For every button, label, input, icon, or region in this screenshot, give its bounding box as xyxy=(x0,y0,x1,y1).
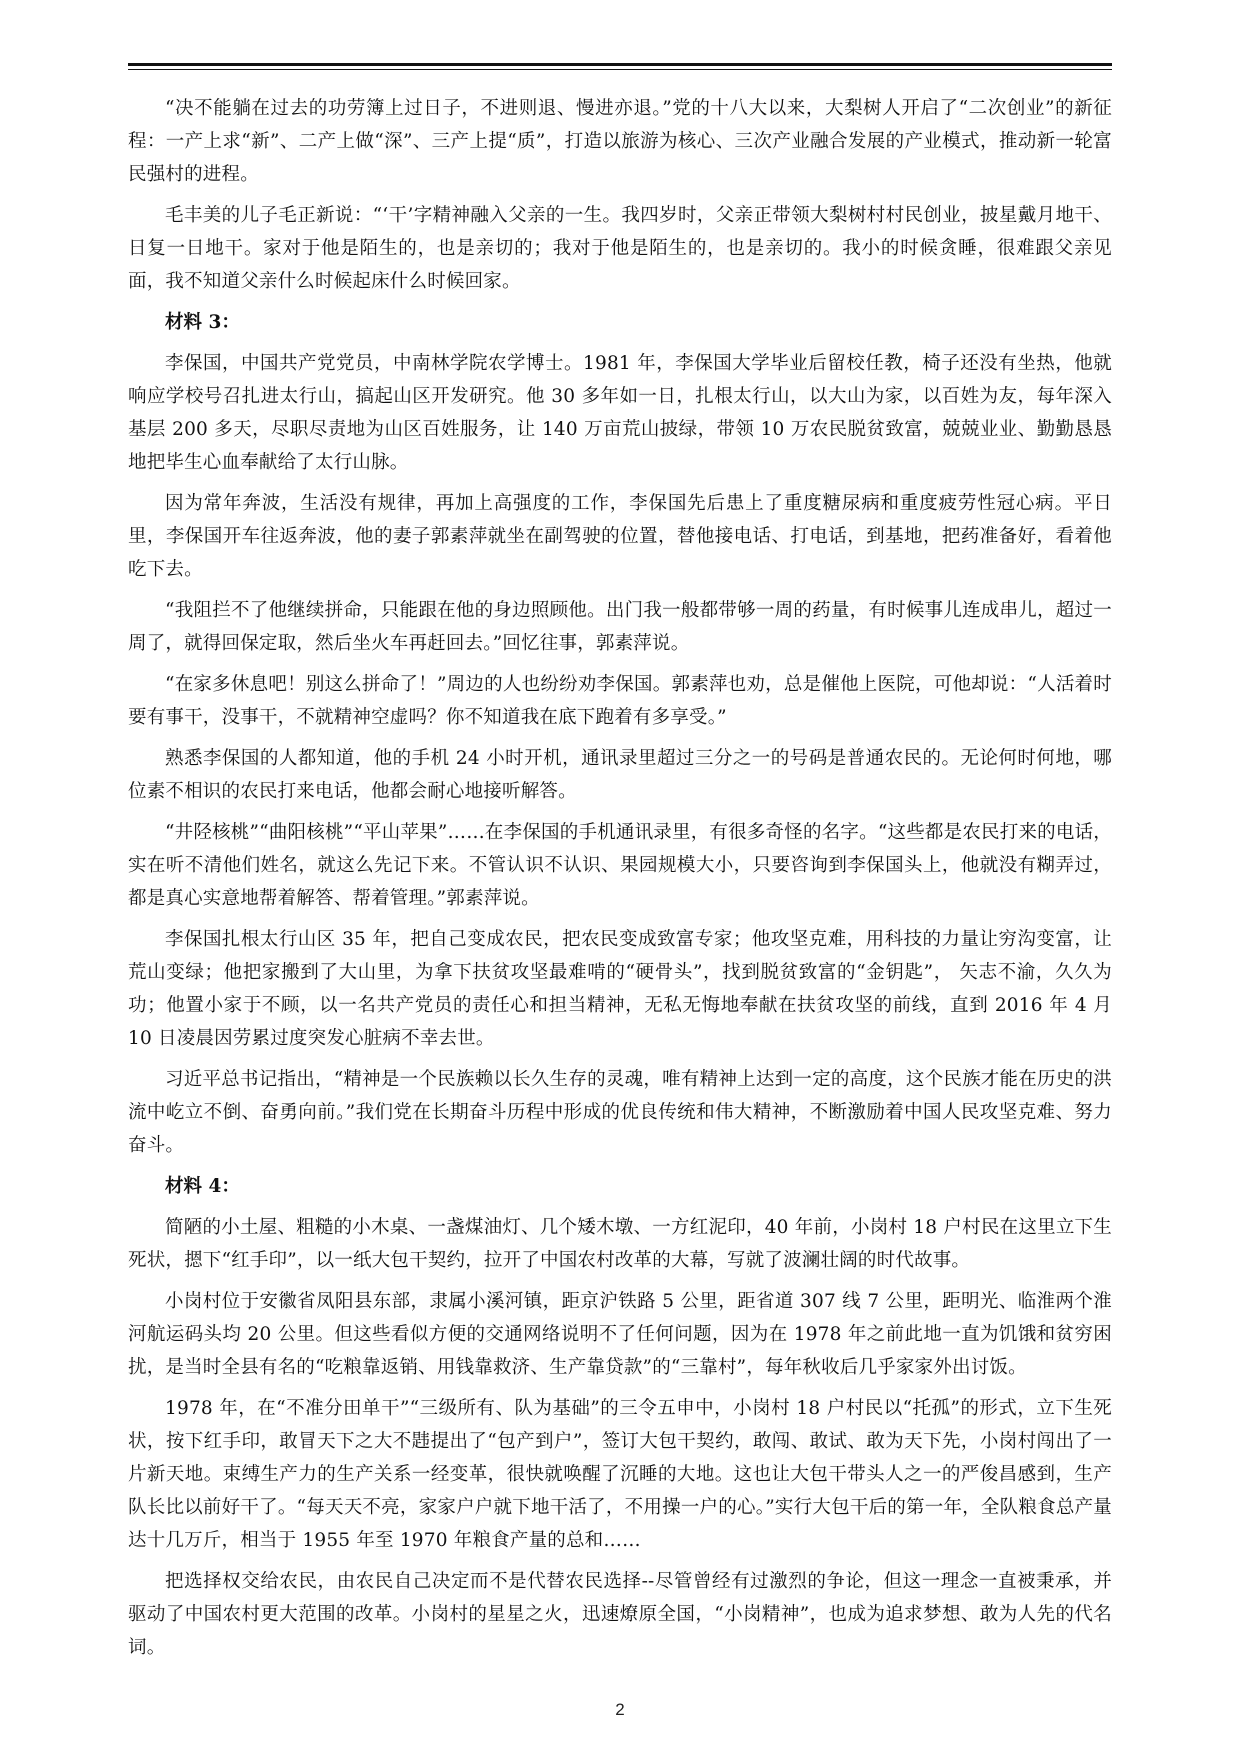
section-heading: 材料 4： xyxy=(165,1176,240,1197)
paragraph: 把选择权交给农民，由农民自己决定而不是代替农民选择--尽管曾经有过激烈的争论，但这一理念一直被秉承，并驱动了中国农村更大范围的改革。小岗村的星星之火，迅速燎原全国，“小岗精神”，也成为追求梦想、敢为人先的代名词。 xyxy=(128,1571,1112,1658)
header-rule xyxy=(128,63,1112,66)
page-number: 2 xyxy=(615,1700,625,1719)
section-heading: 材料 3： xyxy=(165,312,240,333)
paragraph: 因为常年奔波，生活没有规律，再加上高强度的工作，李保国先后患上了重度糖尿病和重度疲劳性冠心病。平日里，李保国开车往返奔波，他的妻子郭素萍就坐在副驾驶的位置，替他接电话、打电话，到基地，把药准备好，看着他吃下去。 xyxy=(128,493,1112,580)
paragraph: “在家多休息吧！别这么拼命了！”周边的人也纷纷劝李保国。郭素萍也劝，总是催他上医院，可他却说：“人活着时要有事干，没事干，不就精神空虚吗？你不知道我在底下跑着有多享受。” xyxy=(128,674,1112,728)
paragraph: 小岗村位于安徽省凤阳县东部，隶属小溪河镇，距京沪铁路 5 公里，距省道 307 线 7 公里，距明光、临淮两个淮河航运码头均 20 公里。但这些看似方便的交通网络说明不了任何问题，因为在 1978 年之前此地一直为饥饿和贫穷困扰，是当时全县有名的“吃粮靠返销、用钱靠救济、生产靠贷款”的“三靠村”，每年秋收后几乎家家外出讨饭。 xyxy=(128,1291,1112,1378)
paragraph: 李保国，中国共产党党员，中南林学院农学博士。1981 年，李保国大学毕业后留校任教，椅子还没有坐热，他就响应学校号召扎进太行山，搞起山区开发研究。他 30 多年如一日，扎根太行山，以大山为家，以百姓为友，每年深入基层 200 多天，尽职尽责地为山区百姓服务，让 140 万亩荒山披绿，带领 10 万农民脱贫致富，兢兢业业、勤勤恳恳地把毕生心血奉献给了太行山脉。 xyxy=(128,353,1112,473)
document-body xyxy=(128,92,1112,1672)
paragraph: 简陋的小土屋、粗糙的小木桌、一盏煤油灯、几个矮木墩、一方红泥印，40 年前，小岗村 18 户村民在这里立下生死状，摁下“红手印”，以一纸大包干契约，拉开了中国农村改革的大幕，写就了波澜壮阔的时代故事。 xyxy=(128,1217,1112,1271)
paragraph: 习近平总书记指出，“精神是一个民族赖以长久生存的灵魂，唯有精神上达到一定的高度，这个民族才能在历史的洪流中屹立不倒、奋勇向前。”我们党在长期奋斗历程中形成的优良传统和伟大精神，不断激励着中国人民攻坚克难、努力奋斗。 xyxy=(128,1069,1112,1156)
paragraph: “井陉核桃”“曲阳核桃”“平山苹果”……在李保国的手机通讯录里，有很多奇怪的名字。“这些都是农民打来的电话，实在听不清他们姓名，就这么先记下来。不管认识不认识、果园规模大小，只要咨询到李保国头上，他就没有糊弄过，都是真心实意地帮着解答、帮着管理。”郭素萍说。 xyxy=(128,822,1112,909)
paragraph: 毛丰美的儿子毛正新说：“‘干’字精神融入父亲的一生。我四岁时，父亲正带领大梨树村村民创业，披星戴月地干、日复一日地干。家对于他是陌生的，也是亲切的；我对于他是陌生的，也是亲切的。我小的时候贪睡，很难跟父亲见面，我不知道父亲什么时候起床什么时候回家。 xyxy=(128,205,1112,292)
paragraph: “决不能躺在过去的功劳簿上过日子，不进则退、慢进亦退。”党的十八大以来，大梨树人开启了“二次创业”的新征程：一产上求“新”、二产上做“深”、三产上提“质”，打造以旅游为核心、三次产业融合发展的产业模式，推动新一轮富民强村的进程。 xyxy=(128,98,1112,185)
paragraph: “我阻拦不了他继续拼命，只能跟在他的身边照顾他。出门我一般都带够一周的药量，有时候事儿连成串儿，超过一周了，就得回保定取，然后坐火车再赶回去。”回忆往事，郭素萍说。 xyxy=(128,600,1112,654)
paragraph: 熟悉李保国的人都知道，他的手机 24 小时开机，通讯录里超过三分之一的号码是普通农民的。无论何时何地，哪位素不相识的农民打来电话，他都会耐心地接听解答。 xyxy=(128,748,1112,802)
header-rule-thin xyxy=(128,69,1112,70)
paragraph: 1978 年，在“不准分田单干”“三级所有、队为基础”的三令五申中，小岗村 18 户村民以“托孤”的形式，立下生死状，按下红手印，敢冒天下之大不韪提出了“包产到户”，签订大包干契约，敢闯、敢试、敢为天下先，小岗村闯出了一片新天地。束缚生产力的生产关系一经变革，很快就唤醒了沉睡的大地。这也让大包干带头人之一的严俊昌感到，生产队长比以前好干了。“每天天不亮，家家户户就下地干活了，不用操一户的心。”实行大包干后的第一年，全队粮食总产量达十几万斤，相当于 1955 年至 1970 年粮食产量的总和…… xyxy=(128,1398,1112,1551)
paragraph: 李保国扎根太行山区 35 年，把自己变成农民，把农民变成致富专家；他攻坚克难，用科技的力量让穷沟变富，让荒山变绿；他把家搬到了大山里，为拿下扶贫攻坚最难啃的“硬骨头”，找到脱贫致富的“金钥匙”， 矢志不渝，久久为功；他置小家于不顾，以一名共产党员的责任心和担当精神，无私无悔地奉献在扶贫攻坚的前线，直到 2016 年 4 月 10 日凌晨因劳累过度突发心脏病不幸去世。 xyxy=(128,929,1112,1049)
